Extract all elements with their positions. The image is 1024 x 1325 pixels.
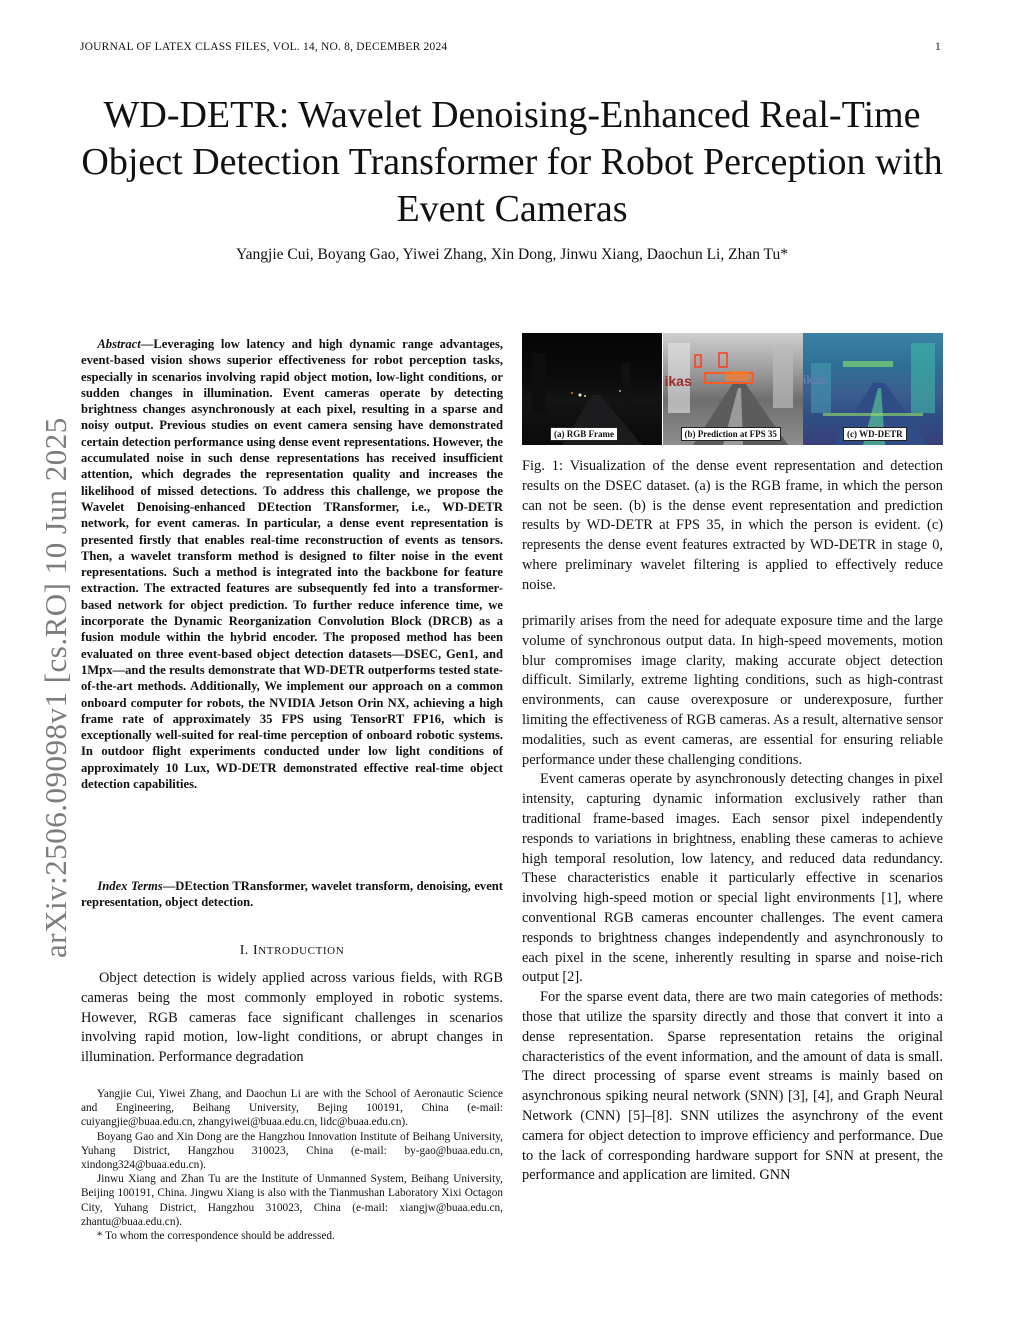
abstract-text: —Leveraging low latency and high dynamic range advantages, event-based vision shows superior effectiveness for robot perception tasks, especially in scenarios involving rapid object motion, low-light conditions, or sudden changes in illumination. Event cameras operate by detecting brightness changes asynchronously at each pixel, resulting in a sparse and noisy output. Previous studies on event camera sensing have demonstrated certain detection performance using dense event representations. However, the accumulated noise in such dense representations has received insufficient attention, which degrades the representation quality and increases the likelihood of missed detections. To address this challenge, we propose the Wavelet Denoising-enhanced DEtection TRansformer, i.e., WD-DETR network, for event cameras. In particular, a dense event representation is presented firstly that enables real-time reconstruction of events as tensors. Then, a wavelet transform method is designed to filter noise in the event representations. Such a method is integrated into the backbone for feature extraction. The extracted features are subsequently fed into a transformer-based network for object prediction. To further reduce inference time, we incorporate the Dynamic Reorganization Convolution Block (DRCB) as a fusion module within the hybrid encoder. The proposed method has been evaluated on three event-based object detection datasets—DSEC, Gen1, and 1Mpx—and the results demonstrate that WD-DETR outperforms tested state-of-the-art methods. Additionally, We implement our approach on a common onboard computer for robots, the NVIDIA Jetson Orin NX, achieving a high frame rate of approximately 35 FPS using TensorRT FP16, which is exceptionally well-suited for real-time perception of onboard robotic systems. In outdoor flight experiments conducted under low light conditions of approximately 10 Lux, WD-DETR demonstrated effective real-time object detection capabilities. [81,337,503,792]
wd-detr-panel [803,333,943,445]
abstract-label: Abstract [97,337,141,351]
figure-1 [522,333,943,445]
footnote-1: Yangjie Cui, Yiwei Zhang, and Daochun Li are with the School of Aeronautic Science and Engineering, Beihang University, Bejing 100191, China (e-mail: cuiyangjie@buaa.edu.cn, zhangyiwei@buaa.edu.cn, lidc@buaa.edu.cn). [81,1088,503,1129]
paragraph: Event cameras operate by asynchronously detecting changes in pixel intensity, capturing dynamic information exclusively rather than traditional frame-based images. Each sensor pixel independently responds to variations in brightness, enabling these cameras to achieve high temporal resolution, low latency, and reduced data redundancy. These characteristics enable it particularly effective in scenarios involving high-speed motion or special light environments [1], where conventional RGB cameras encounter challenges. The event camera responds to brightness changes independently and asynchronously to each pixel in the scene, inherently resulting in sparse and noise-rich output [2]. [522,771,943,986]
index-terms [81,878,503,911]
section-heading [81,942,503,958]
abstract [81,336,503,792]
page-number: 1 [935,41,941,53]
section-title-initial: I [253,942,259,957]
rgb-frame-panel [522,333,662,445]
paragraph: primarily arises from the need for adequate exposure time and the large volume of synchronous output data. In high-speed movements, motion blur compromises image clarity, making accurate object detection difficult. Similarly, extreme lighting conditions, such as high-contrast environments, can cause overexposure or underexposure, further limiting the effectiveness of RGB cameras. As a result, alternative sensor modalities, such as event cameras, are essential for ensuring reliable performance under these challenging conditions. [522,613,943,768]
paper-title: WD-DETR: Wavelet Denoising-Enhanced Real-Time Object Detection Transformer for Robot Perception with Event Cameras [81,94,943,230]
figure-caption: Fig. 1: Visualization of the dense event representation and detection results on the DSEC dataset. (a) is the RGB frame, in which the person can not be seen. (b) is the dense event representation and prediction results by WD-DETR at FPS 35, in which the person is evident. (c) represents the dense event features extracted by WD-DETR in stage 0, where preliminary wavelet filtering is applied to effectively reduce noise. [522,458,943,593]
footnote-2: Boyang Gao and Xin Dong are the Hangzhou Innovation Institute of Beihang University, Yuhang District, Hangzhou 310023, China (e-mail: by-gao@buaa.edu.cn, xindong324@buaa.edu.cn). [81,1130,503,1172]
paragraph: For the sparse event data, there are two main categories of methods: those that utilize the sparsity directly and those that convert it into a dense representation. Sparse representation retains the original characteristics of the event information, and the amount of data is small. The direct processing of sparse event streams is mainly based on asynchronous spiking neural network (SNN) [3], [4], and Graph Neural Network (CNN) [5]–[8]. SNN utilizes the asynchrony of the event camera for object detection to improve efficiency and performance. Due to the lack of corresponding hardware support for SNN at present, the performance and application are limited. GNN [522,989,943,1184]
arxiv-stamp: arXiv:2506.09098v1 [cs.RO] 10 Jun 2025 [38,417,73,958]
ikas-sign-text-2: ikas [803,373,827,387]
right-column-text [522,612,943,1186]
footnote-3: Jinwu Xiang and Zhan Tu are the Institute of Unmanned System, Beihang University, Beijing 100191, China. Jingwu Xiang is also with the Tianmushan Laboratory Xixi Octagon City, Yuhang District, Hangzhou 310023, China (e-mail: xiangjw@buaa.edu.cn, zhantu@buaa.edu.cn). [81,1173,503,1228]
index-terms-label: Index Terms [97,879,163,893]
intro-left-text [81,969,503,1068]
panel-c-label: (c) WD-DETR [843,427,907,441]
section-title-rest: NTRODUCTION [258,945,345,957]
intro-paragraph: Object detection is widely applied across various fields, with RGB cameras being the most commonly employed in robotic systems. However, RGB cameras face significant challenges in scenarios involving rapid motion, low-light conditions, or abrupt changes in illumination. Performance degradation [81,970,503,1066]
index-terms-text: —DEtection TRansformer, wavelet transform, denoising, event representation, object detection. [81,879,503,910]
running-header: JOURNAL OF LATEX CLASS FILES, VOL. 14, NO. 8, DECEMBER 2024 [80,41,448,53]
author-list: Yangjie Cui, Boyang Gao, Yiwei Zhang, Xin Dong, Jinwu Xiang, Daochun Li, Zhan Tu* [236,246,788,263]
section-number: I. [239,942,249,957]
panel-a-label: (a) RGB Frame [550,427,618,441]
footnotes [81,1087,503,1243]
ikas-sign-text: ikas [664,373,692,389]
footnote-4: * To whom the correspondence should be addressed. [96,1230,335,1243]
panel-b-label: (b) Prediction at FPS 35 [681,427,781,441]
prediction-panel [663,333,803,445]
